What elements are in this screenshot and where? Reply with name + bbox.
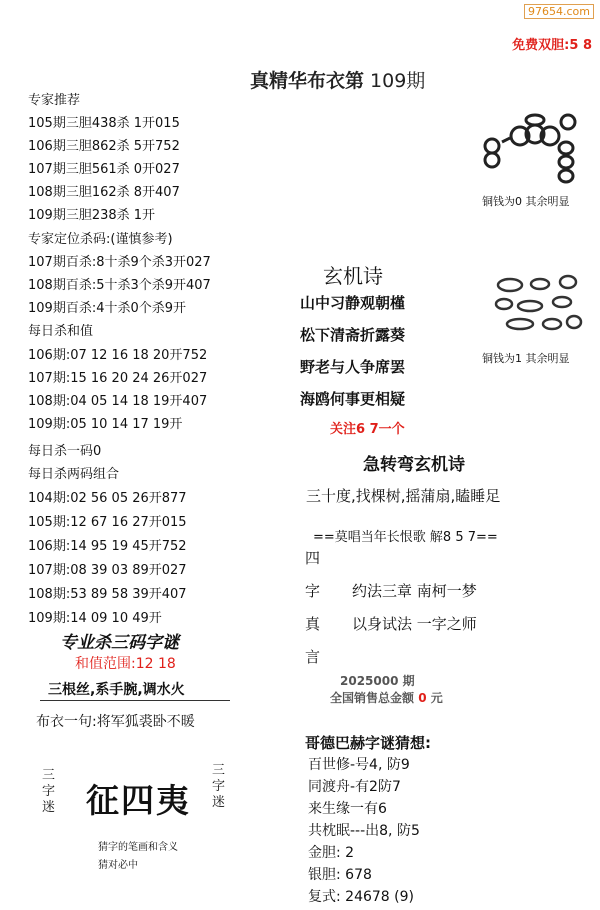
hezhi-row: 106期:07 12 16 18 20开752 [28, 348, 208, 363]
dingwei-row: 109期百杀:4十杀0个杀9开 [28, 301, 187, 316]
focus-numbers: 关注6 7一个 [330, 422, 405, 437]
four-char-label: 真 [305, 615, 321, 633]
title-main: 真精华布衣第 [250, 70, 365, 92]
riddle-side-label-left: 三字迷 [42, 768, 56, 815]
coin-icon [485, 139, 499, 153]
liangma-row: 107期:08 39 03 89开027 [28, 563, 187, 578]
goldbach-line: 金胆: 2 [308, 845, 355, 861]
expert-header: 专家推荐 [28, 93, 81, 108]
sales-unit: 元 [430, 691, 443, 705]
riddle-side-label-right: 三字迷 [212, 763, 226, 810]
poem-line: 松下清斋折露葵 [300, 326, 406, 344]
sales-value: 0 [418, 691, 427, 705]
coin-icon [543, 319, 561, 329]
four-char-label: 字 [305, 582, 321, 600]
divider [40, 700, 230, 701]
poem-title: 玄机诗 [323, 264, 383, 288]
hezhi-row: 109期:05 10 14 17 19开 [28, 417, 183, 432]
coin-icon [518, 301, 542, 311]
four-char-verse: 约法三章 南柯一梦 [352, 582, 477, 600]
goldbach-line: 银胆: 678 [308, 867, 372, 883]
coin-icon [559, 156, 573, 168]
hezhi-row: 108期:04 05 14 18 19开407 [28, 394, 208, 409]
hezhi-header: 每日杀和值 [28, 324, 94, 339]
goldbach-line: 复式: 24678 (9) [308, 889, 414, 905]
coin-icon [507, 319, 533, 329]
four-char-label: 言 [305, 648, 321, 666]
goldbach-line: 来生缘一有6 [308, 801, 387, 817]
sandan-row: 107期三胆561杀 0开027 [28, 162, 180, 177]
poem-line: 山中习静观朝槿 [300, 294, 406, 312]
sanma-riddle: 三根丝,系手腕,调水火 [48, 682, 185, 698]
sales-label: 全国销售总金额 [330, 691, 415, 705]
coin-icon [531, 279, 549, 289]
coin-icon [496, 299, 512, 309]
poem-line: 海鸥何事更相疑 [300, 390, 406, 408]
liangma-row: 105期:12 67 16 27开015 [28, 515, 187, 530]
sanma-range: 和值范围:12 18 [75, 656, 176, 672]
coin-icon [559, 142, 573, 154]
liangma-row: 109期:14 09 10 49开 [28, 611, 162, 626]
coin-caption: 铜钱为1 其余明显 [482, 352, 570, 365]
riddle-main: 征四夷 [86, 781, 191, 820]
sandan-row: 109期三胆238杀 1开 [28, 208, 156, 223]
liangma-header: 每日杀两码组合 [28, 467, 120, 482]
page-title [250, 66, 425, 93]
coin-icon [559, 170, 573, 182]
coin-icon [485, 153, 499, 167]
coin-diagram-top [480, 112, 590, 192]
riddle-poem-line: 三十度,找棵树,摇蒲扇,瞌睡足 [306, 487, 501, 505]
coin-icon [567, 316, 581, 328]
goldbach-title: 哥德巴赫字谜猜想: [305, 734, 431, 752]
dingwei-row: 108期百杀:5十杀3个杀9开407 [28, 278, 211, 293]
hezhi-row: 107期:15 16 20 24 26开027 [28, 371, 208, 386]
dingwei-header: 专家定位杀码:(谨慎参考) [28, 232, 173, 247]
riddle-hint: 猜字的笔画和含义 [98, 842, 178, 853]
sandan-row: 108期三胆162杀 8开407 [28, 185, 180, 200]
coin-icon [553, 297, 571, 307]
liangma-row: 106期:14 95 19 45开752 [28, 539, 187, 554]
song-hint: ==莫唱当年长恨歌 解8 5 7== [313, 530, 498, 545]
goldbach-line: 百世修-号4, 防9 [308, 757, 410, 773]
dingwei-row: 107期百杀:8十杀9个杀3开027 [28, 255, 211, 270]
four-char-verse: 以身试法 一字之师 [352, 615, 477, 633]
goldbach-line: 共枕眠---出8, 防5 [308, 823, 420, 839]
coin-icon [526, 115, 544, 125]
coin-icon [561, 115, 575, 129]
poem-line: 野老与人争席罢 [300, 358, 406, 376]
liangma-row: 104期:02 56 05 26开877 [28, 491, 187, 506]
sales-period: 2025000 期 [340, 674, 415, 688]
kill-one-code: 每日杀一码0 [28, 444, 102, 459]
coin-icon [560, 276, 576, 288]
liangma-row: 108期:53 89 58 39开407 [28, 587, 187, 602]
four-char-label: 四 [305, 549, 321, 567]
riddle-poem-title: 急转弯玄机诗 [363, 455, 465, 475]
title-issue: 109期 [370, 70, 426, 92]
sales-total [330, 689, 443, 706]
goldbach-line: 同渡舟-有2防7 [308, 779, 401, 795]
sanma-title: 专业杀三码字谜 [60, 633, 179, 653]
site-watermark: 97654.com [524, 4, 594, 19]
coin-icon [498, 279, 522, 291]
coin-diagram-bottom [490, 270, 590, 342]
buyi-sentence: 布衣一句:将军狐裘卧不暖 [36, 714, 195, 730]
sandan-row: 106期三胆862杀 5开752 [28, 139, 180, 154]
sandan-row: 105期三胆438杀 1开015 [28, 116, 180, 131]
free-double-pick: 免费双胆:5 8 [512, 38, 592, 53]
riddle-hint: 猜对必中 [98, 860, 138, 871]
coin-caption: 铜钱为0 其余明显 [482, 195, 570, 208]
